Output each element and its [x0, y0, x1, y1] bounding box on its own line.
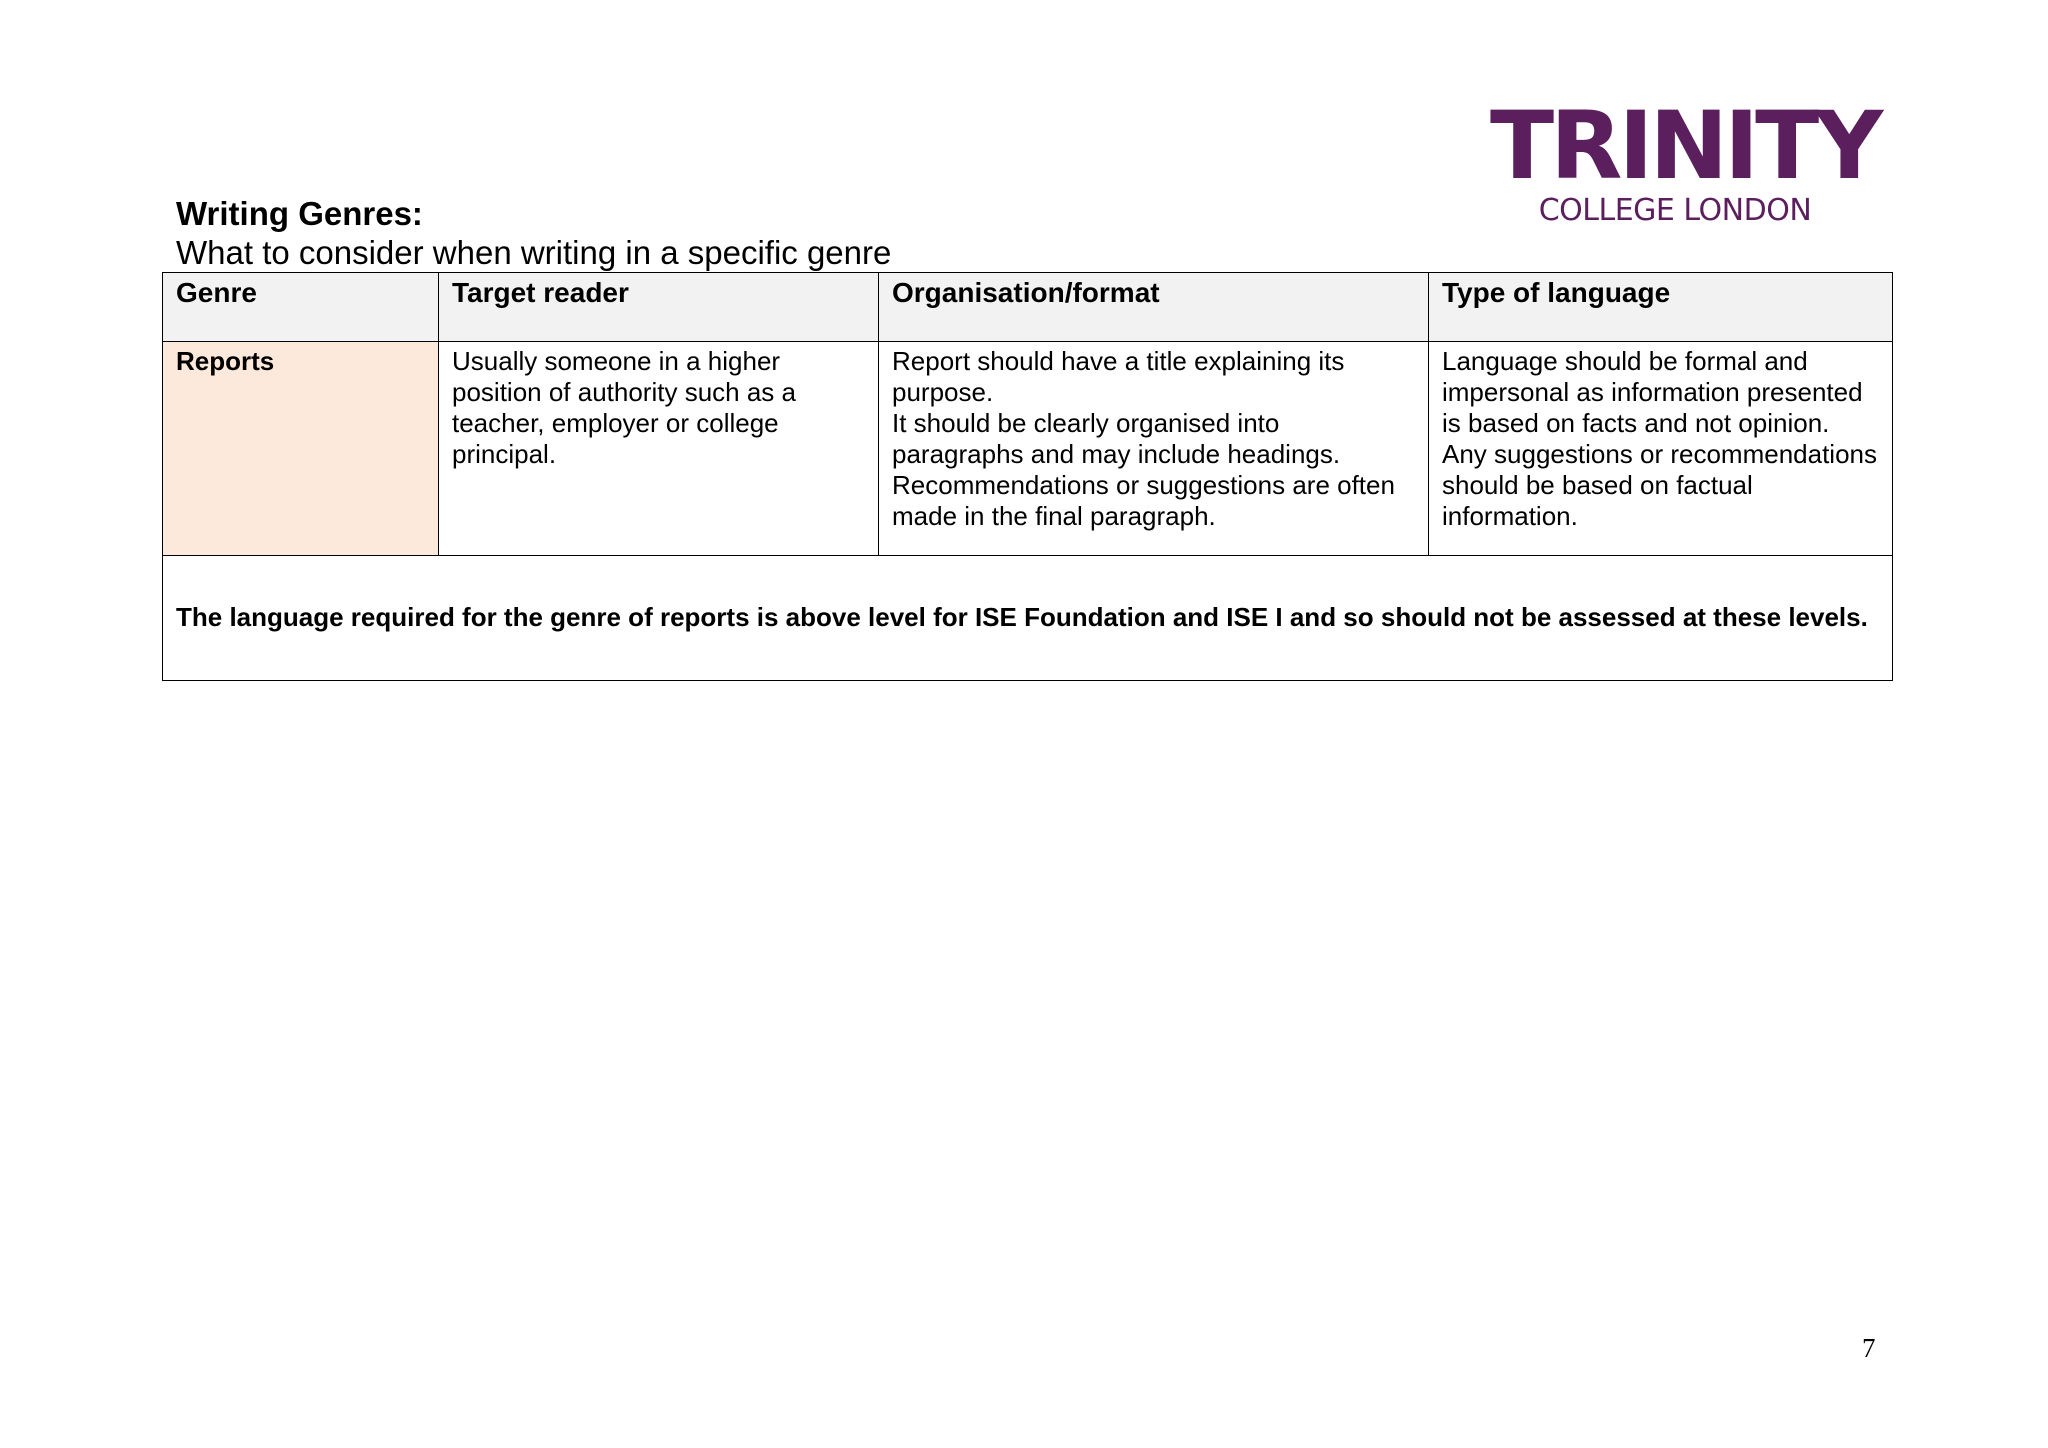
table-header-row [163, 273, 1893, 342]
table-row [163, 342, 1893, 556]
trinity-college-logo [1490, 92, 1880, 228]
language-line: Language should be formal and impersonal as information presented is based on facts and not opinion. [1442, 346, 1863, 438]
organisation-cell [879, 342, 1429, 556]
genre-cell: Reports [163, 342, 439, 556]
header-type-of-language: Type of language [1429, 273, 1893, 342]
header-genre: Genre [163, 273, 439, 342]
organisation-line: Report should have a title explaining its purpose. [892, 346, 1345, 407]
logo-wordmark: TRINITY [1490, 92, 1880, 201]
page-subtitle: What to consider when writing in a specific genre [176, 234, 892, 271]
language-cell [1429, 342, 1893, 556]
language-line: Any suggestions or recommendations should be based on factual information. [1442, 439, 1878, 531]
assessment-note: The language required for the genre of reports is above level for ISE Foundation and ISE I and so should not be assessed at these levels. [163, 556, 1893, 681]
organisation-line: It should be clearly organised into paragraphs and may include headings. [892, 408, 1341, 469]
logo-subtitle: COLLEGE LONDON [1538, 193, 1812, 228]
target-reader-cell: Usually someone in a higher position of authority such as a teacher, employer or college principal. [439, 342, 879, 556]
genres-table [162, 272, 1893, 681]
header-target-reader: Target reader [439, 273, 879, 342]
page-number: 7 [1862, 1333, 1876, 1363]
header-organisation-format: Organisation/format [879, 273, 1429, 342]
page-title: Writing Genres: [176, 195, 423, 232]
note-row [163, 556, 1893, 681]
organisation-line: Recommendations or suggestions are often made in the final paragraph. [892, 470, 1395, 531]
